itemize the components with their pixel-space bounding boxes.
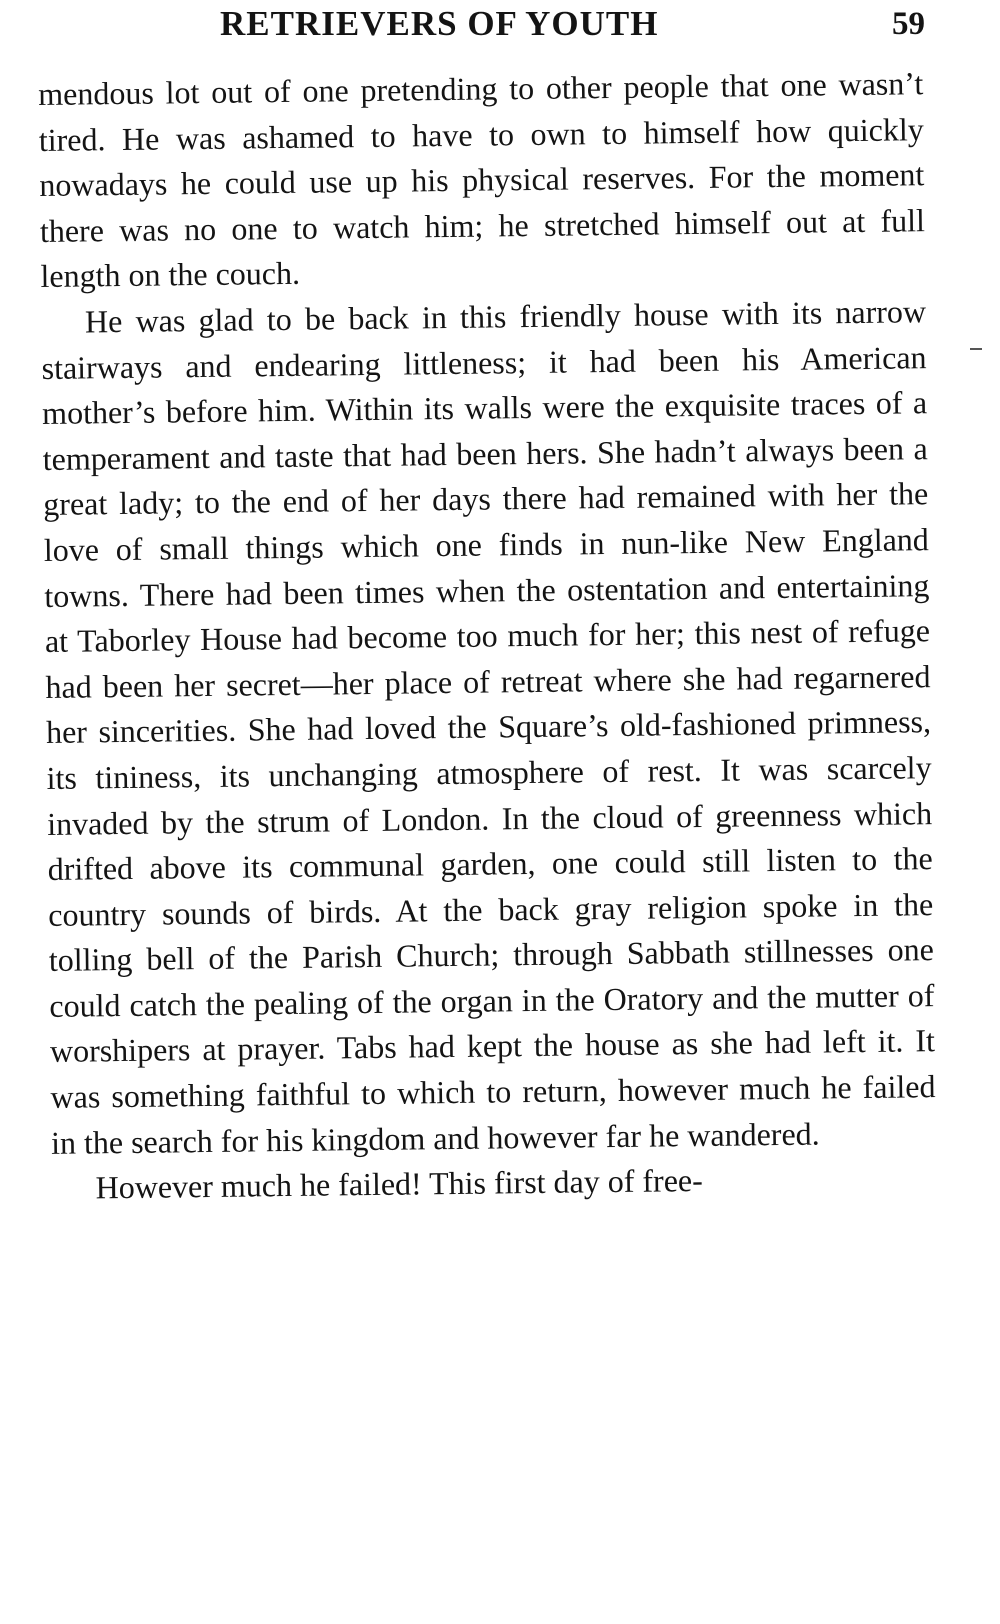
margin-mark xyxy=(970,348,982,350)
paragraph-2: He was glad to be back in this friendly house with its narrow stairways and endearing littleness; it had been his American mother’s before him. Within its walls were the exquisite traces of a temperament and taste that had been hers. She hadn’t always been a great lady; to the end of her days there had remained with her the love of small things which one finds in nun-like New England towns. There had been times when the ostentation and entertaining at Taborley House had become too much for her; this nest of refuge had been her secret—her place of retreat where she had regarnered her sincerities. She had loved the Square’s old-fashioned primness, its tininess, its unchanging atmosphere of rest. It was scarcely invaded by the strum of London. In the cloud of greenness which drifted above its communal garden, one could still listen to the country sounds of birds. At the back gray religion spoke in the tolling bell of the Parish Church; through Sabbath stillnesses one could catch the pealing of the organ in the Oratory and the mutter of worshipers at prayer. Tabs had kept the house as she had left it. It was something faithful to which to return, however much he failed in the search for his kingdom and however far he wandered. xyxy=(41,293,936,1161)
page-number: 59 xyxy=(892,6,925,42)
paragraph-3: However much he failed! This first day of free- xyxy=(95,1162,703,1206)
running-head xyxy=(40,2,935,46)
paragraph-1: mendous lot out of one pretending to other people that one wasn’t tired. He was ashamed to have to own to himself how quickly nowadays he could use up his physical reserves. For the moment there was no one to watch him; he stretched himself out at full length on the couch. xyxy=(38,65,926,295)
running-title: RETRIEVERS OF YOUTH xyxy=(220,4,659,43)
body-text xyxy=(38,61,937,1212)
